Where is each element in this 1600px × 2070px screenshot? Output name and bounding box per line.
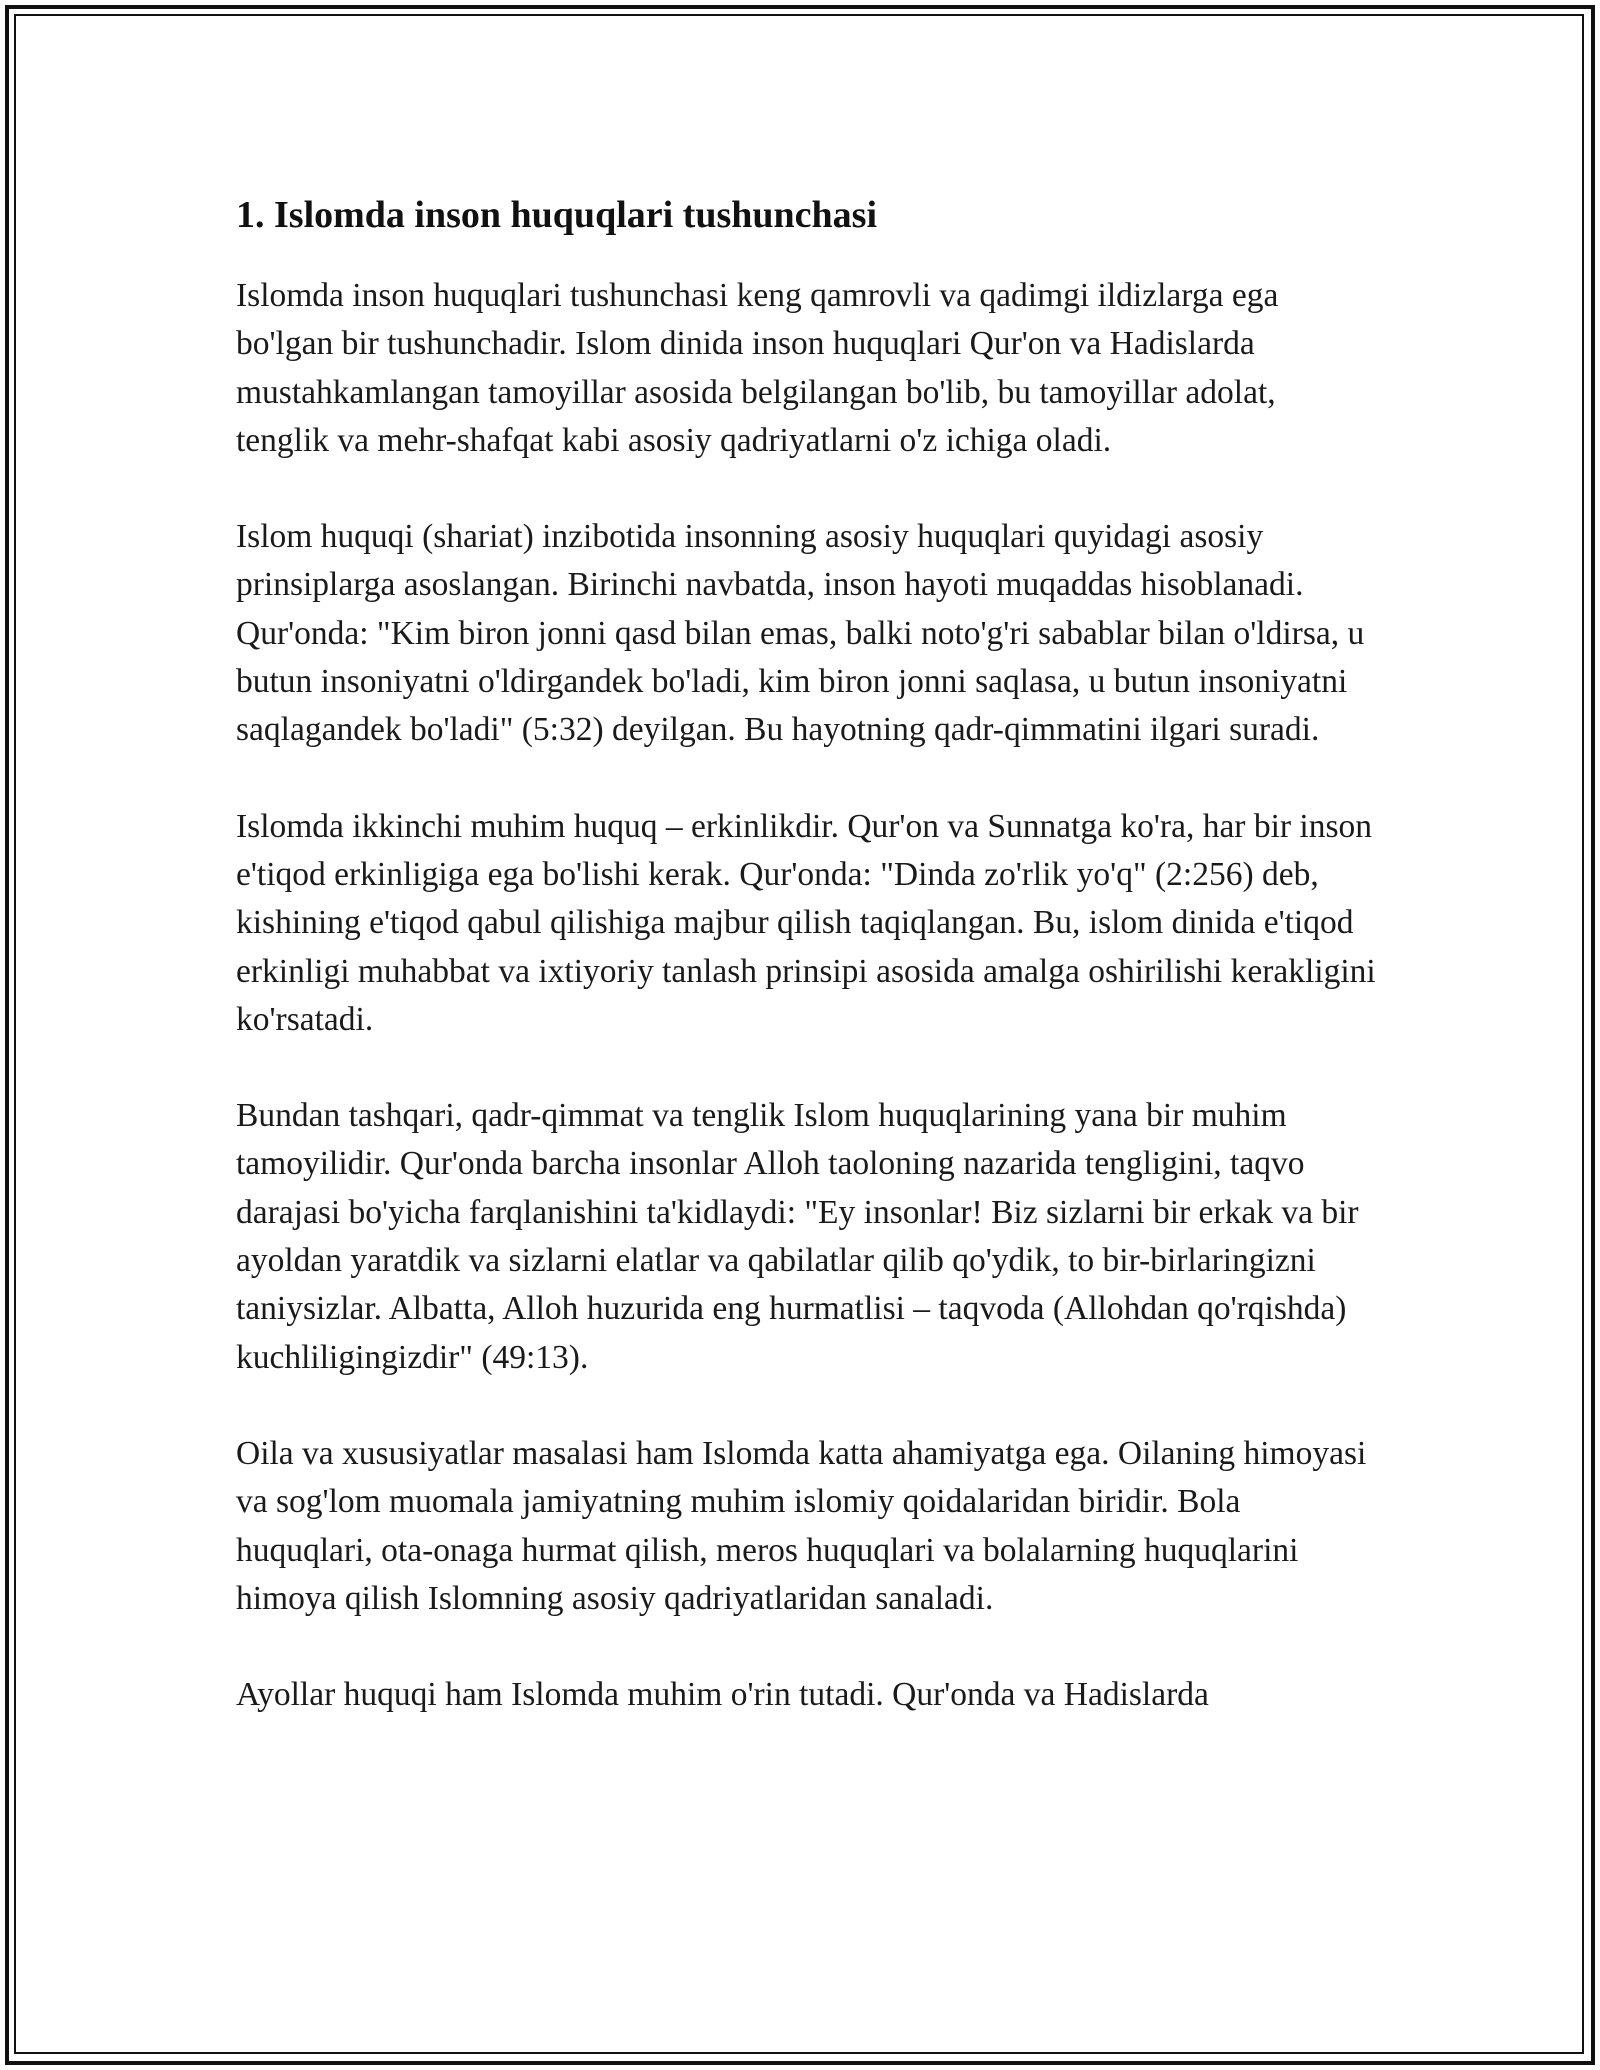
paragraph-6: Ayollar huquqi ham Islomda muhim o'rin tutadi. Qur'onda va Hadislarda	[236, 1676, 1209, 1714]
document-page	[236, 186, 1376, 1767]
paragraph-4: Bundan tashqari, qadr-qimmat va tenglik Islom huquqlarining yana bir muhim tamoyilidir. Qur'onda barcha insonlar Alloh taoloning nazarida tengligini, taqvo darajasi bo'yicha farqlanishini ta'kidlaydi: "Ey insonlar! Biz sizlarni bir erkak va bir ayoldan yaratdik va sizlarni elatlar va qabilatlar qilib qo'ydik, to bir-birlaringizni taniysizlar. Albatta, Alloh huzurida eng hurmatlisi – taqvoda (Allohdan qo'rqishda) kuchliligingizdir" (49:13).	[236, 1097, 1359, 1376]
paragraph-2: Islom huquqi (shariat) inzibotida insonning asosiy huquqlari quyidagi asosiy prinsiplarga asoslangan. Birinchi navbatda, inson hayoti muqaddas hisoblanadi. Qur'onda: "Kim biron jonni qasd bilan emas, balki noto'g'ri sabablar bilan o'ldirsa, u butun insoniyatni o'ldirgandek bo'ladi, kim biron jonni saqlasa, u butun insoniyatni saqlagandek bo'ladi" (5:32) deyilgan. Bu hayotning qadr-qimmatini ilgari suradi.	[236, 518, 1365, 749]
section-heading: 1. Islomda inson huquqlari tushunchasi	[236, 194, 878, 236]
paragraph-1: Islomda inson huquqlari tushunchasi keng qamrovli va qadimgi ildizlarga ega bo'lgan bir tushunchadir. Islom dinida inson huquqlari Qur'on va Hadislarda mustahkamlangan tamoyillar asosida belgilangan bo'lib, bu tamoyillar adolat, tenglik va mehr-shafqat kabi asosiy qadriyatlarni o'z ichiga oladi.	[236, 277, 1279, 459]
paragraph-3: Islomda ikkinchi muhim huquq – erkinlikdir. Qur'on va Sunnatga ko'ra, har bir inson e'tiqod erkinligiga ega bo'lishi kerak. Qur'onda: "Dinda zo'rlik yo'q" (2:256) deb, kishining e'tiqod qabul qilishiga majbur qilish taqiqlangan. Bu, islom dinida e'tiqod erkinligi muhabbat va ixtiyoriy tanlash prinsipi asosida amalga oshirilishi kerakligini ko'rsatadi.	[236, 807, 1376, 1038]
paragraph-5: Oila va xususiyatlar masalasi ham Islomda katta ahamiyatga ega. Oilaning himoyasi va sog'lom muomala jamiyatning muhim islomiy qoidalaridan biridir. Bola huquqlari, ota-onaga hurmat qilish, meros huquqlari va bolalarning huquqlarini himoya qilish Islomning asosiy qadriyatlaridan sanaladi.	[236, 1434, 1367, 1617]
